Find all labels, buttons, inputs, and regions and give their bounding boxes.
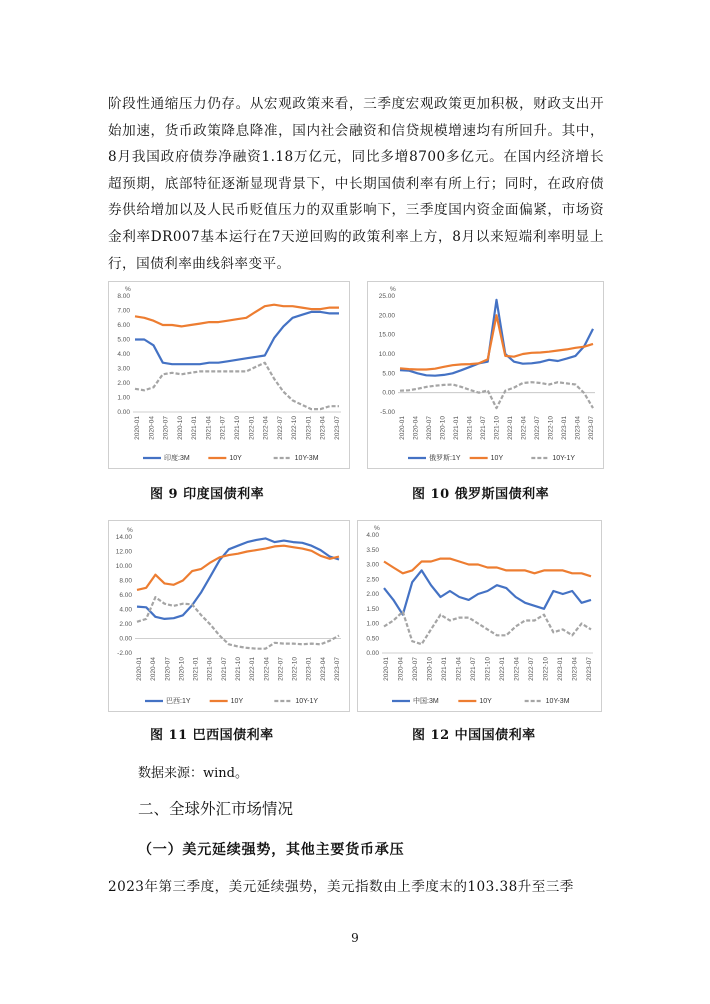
- y-tick-label: 3.00: [117, 365, 130, 373]
- x-tick-label: 2022-04: [263, 657, 271, 681]
- y-tick-label: 5.00: [382, 370, 395, 378]
- unit-label: %: [125, 286, 131, 293]
- x-tick-label: 2020-01: [383, 657, 390, 681]
- legend-entry: 10Y: [490, 455, 504, 462]
- x-tick-label: 2023-01: [305, 657, 313, 681]
- y-tick-label: -2.00: [117, 650, 132, 657]
- x-tick-label: 2021-01: [453, 416, 460, 440]
- x-tick-label: 2023-07: [586, 657, 593, 681]
- x-tick-label: 2021-04: [206, 657, 214, 681]
- y-tick-label: 2.00: [119, 621, 132, 628]
- x-tick-label: 2021-07: [480, 416, 487, 440]
- y-tick-label: 10.00: [115, 563, 132, 570]
- legend-entry: 10Y: [230, 698, 244, 705]
- series-line-2: [384, 559, 591, 577]
- x-tick-label: 2022-10: [547, 416, 555, 440]
- x-tick-label: 2022-07: [277, 657, 285, 681]
- y-tick-label: 6.00: [119, 592, 132, 599]
- x-tick-label: 2023-04: [319, 416, 327, 440]
- x-tick-label: 2020-01: [136, 657, 143, 681]
- x-tick-label: 2022-01: [499, 657, 506, 681]
- y-tick-label: 25.00: [378, 293, 395, 300]
- data-source: 数据来源：wind。: [138, 766, 248, 781]
- x-tick-label: 2021-04: [205, 416, 213, 440]
- y-tick-label: 0.00: [117, 409, 130, 416]
- body-paragraph-2: 2023年第三季度，美元延续强势，美元指数由上季度末的103.38升至三季: [108, 879, 574, 895]
- x-tick-label: 2023-07: [588, 416, 595, 440]
- x-tick-label: 2023-04: [319, 657, 327, 681]
- x-tick-label: 2023-04: [571, 657, 579, 681]
- y-tick-label: 3.50: [366, 546, 379, 554]
- page-number: 9: [351, 931, 359, 945]
- series-line-2: [400, 315, 593, 369]
- legend-entry: 中国:3M: [413, 698, 439, 705]
- y-tick-label: 1.00: [117, 394, 130, 402]
- legend-entry: 10Y-1Y: [295, 698, 319, 705]
- y-tick-label: 1.50: [366, 605, 379, 613]
- y-tick-label: 6.00: [117, 322, 130, 329]
- series-line-3: [384, 612, 591, 645]
- chart-india: [108, 281, 350, 469]
- x-tick-label: 2021-10: [234, 416, 241, 440]
- unit-label: %: [390, 286, 396, 293]
- subsection-heading: （一）美元延续强势，其他主要货币承压: [138, 842, 405, 858]
- chart-russia: [367, 281, 604, 469]
- figure-11-caption: 图 11 巴西国债利率: [150, 728, 274, 743]
- chart-svg: [109, 282, 349, 468]
- y-tick-label: 2.00: [117, 380, 130, 387]
- series-line-1: [384, 570, 591, 614]
- series-line-1: [400, 300, 593, 376]
- section-heading: 二、全球外汇市场情况: [138, 800, 294, 818]
- chart-svg: [358, 521, 601, 711]
- body-paragraph-1: 阶段性通缩压力仍存。从宏观政策来看，三季度宏观政策更加积极，财政支出开始加速，货币政策降息降准，国内社会融资和信贷规模增速均有所回升。其中，8月我国政府债券净融资1.18万亿元，同比多增8700多亿元。在国内经济增长超预期，底部特征逐渐显现背景下，中长期国债利率有所上行；同时，在政府债券供给增加以及人民币贬值压力的双重影响下，三季度国内资金面偏紧，市场资金利率DR007基本运行在7天逆回购的政策利率上方，8月以来短端利率明显上行，国债利率曲线斜率变平。: [108, 96, 604, 272]
- x-tick-label: 2021-10: [235, 657, 242, 681]
- chart-svg: [368, 282, 603, 468]
- x-tick-label: 2021-10: [484, 657, 492, 681]
- x-tick-label: 2020-04: [150, 657, 158, 681]
- series-line-3: [135, 363, 339, 409]
- y-tick-label: 1.00: [366, 620, 379, 628]
- series-line-3: [137, 597, 339, 649]
- y-tick-label: 0.00: [382, 389, 395, 397]
- x-tick-label: 2022-01: [507, 416, 514, 440]
- y-tick-label: 7.00: [117, 307, 130, 315]
- x-tick-label: 2020-07: [426, 416, 433, 440]
- x-tick-label: 2020-07: [164, 657, 172, 681]
- x-tick-label: 2022-07: [528, 657, 535, 681]
- x-tick-label: 2021-01: [192, 657, 200, 681]
- x-tick-label: 2021-07: [219, 416, 227, 440]
- legend-entry: 10Y-1Y: [552, 455, 576, 462]
- y-tick-label: 4.00: [119, 606, 132, 614]
- x-tick-label: 2020-10: [176, 416, 184, 440]
- x-tick-label: 2022-01: [248, 416, 256, 440]
- legend-entry: 10Y-3M: [545, 698, 570, 705]
- x-tick-label: 2021-01: [441, 657, 448, 681]
- x-tick-label: 2020-10: [178, 657, 186, 681]
- unit-label: %: [374, 525, 380, 532]
- x-tick-label: 2022-04: [520, 416, 528, 440]
- x-tick-label: 2020-04: [412, 416, 420, 440]
- y-tick-label: 8.00: [119, 577, 132, 585]
- x-tick-label: 2020-10: [439, 416, 447, 440]
- legend-entry: 俄罗斯:1Y: [429, 455, 461, 462]
- x-tick-label: 2022-10: [542, 657, 550, 681]
- x-tick-label: 2023-07: [334, 416, 341, 440]
- series-line-2: [137, 546, 339, 590]
- y-tick-label: 15.00: [378, 331, 395, 339]
- x-tick-label: 2023-04: [574, 416, 582, 440]
- x-tick-label: 2023-01: [561, 416, 568, 440]
- series-line-3: [400, 382, 593, 408]
- x-tick-label: 2021-10: [493, 416, 501, 440]
- x-tick-label: 2022-01: [249, 657, 257, 681]
- x-tick-label: 2020-07: [412, 657, 419, 681]
- x-tick-label: 2022-10: [291, 416, 299, 440]
- x-tick-label: 2022-10: [291, 657, 299, 681]
- figure-9-caption: 图 9 印度国债利率: [150, 487, 265, 502]
- y-tick-label: 2.00: [366, 591, 379, 598]
- x-tick-label: 2021-04: [455, 657, 463, 681]
- y-tick-label: 3.00: [366, 561, 379, 569]
- x-tick-label: 2020-01: [399, 416, 406, 440]
- x-tick-label: 2023-07: [334, 657, 341, 681]
- chart-china: [357, 520, 602, 712]
- y-tick-label: 4.00: [117, 351, 130, 358]
- y-tick-label: 0.50: [366, 635, 379, 643]
- figure-12-caption: 图 12 中国国债利率: [412, 728, 536, 743]
- x-tick-label: 2023-01: [305, 416, 313, 440]
- y-tick-label: 12.00: [115, 548, 132, 556]
- legend-entry: 巴西:1Y: [166, 698, 191, 705]
- x-tick-label: 2020-07: [162, 416, 170, 440]
- unit-label: %: [127, 527, 133, 534]
- y-tick-label: 2.50: [366, 576, 379, 584]
- y-tick-label: 14.00: [115, 534, 132, 541]
- y-tick-label: 4.00: [366, 532, 379, 539]
- y-tick-label: 8.00: [117, 293, 130, 300]
- x-tick-label: 2021-07: [220, 657, 228, 681]
- x-tick-label: 2020-01: [134, 416, 141, 440]
- y-tick-label: 0.00: [366, 650, 379, 657]
- x-tick-label: 2021-07: [470, 657, 477, 681]
- x-tick-label: 2021-04: [466, 416, 474, 440]
- legend-entry: 10Y: [479, 698, 492, 705]
- figure-10-caption: 图 10 俄罗斯国债利率: [412, 487, 550, 502]
- y-tick-label: 20.00: [378, 312, 395, 320]
- y-tick-label: 5.00: [117, 336, 130, 344]
- x-tick-label: 2022-04: [513, 657, 521, 681]
- x-tick-label: 2020-04: [148, 416, 156, 440]
- x-tick-label: 2020-04: [397, 657, 405, 681]
- legend-entry: 10Y: [229, 455, 242, 462]
- legend-entry: 印度:3M: [164, 455, 190, 462]
- y-tick-label: -5.00: [380, 409, 395, 416]
- x-tick-label: 2022-07: [276, 416, 284, 440]
- x-tick-label: 2021-01: [191, 416, 199, 440]
- y-tick-label: 10.00: [378, 351, 395, 358]
- chart-brazil: [108, 520, 350, 712]
- x-tick-label: 2022-07: [534, 416, 541, 440]
- x-tick-label: 2022-04: [262, 416, 270, 440]
- y-tick-label: 0.00: [119, 635, 132, 643]
- x-tick-label: 2020-10: [426, 657, 434, 681]
- x-tick-label: 2023-01: [557, 657, 564, 681]
- series-line-2: [135, 305, 339, 327]
- legend-entry: 10Y-3M: [294, 455, 319, 462]
- chart-svg: [109, 521, 349, 711]
